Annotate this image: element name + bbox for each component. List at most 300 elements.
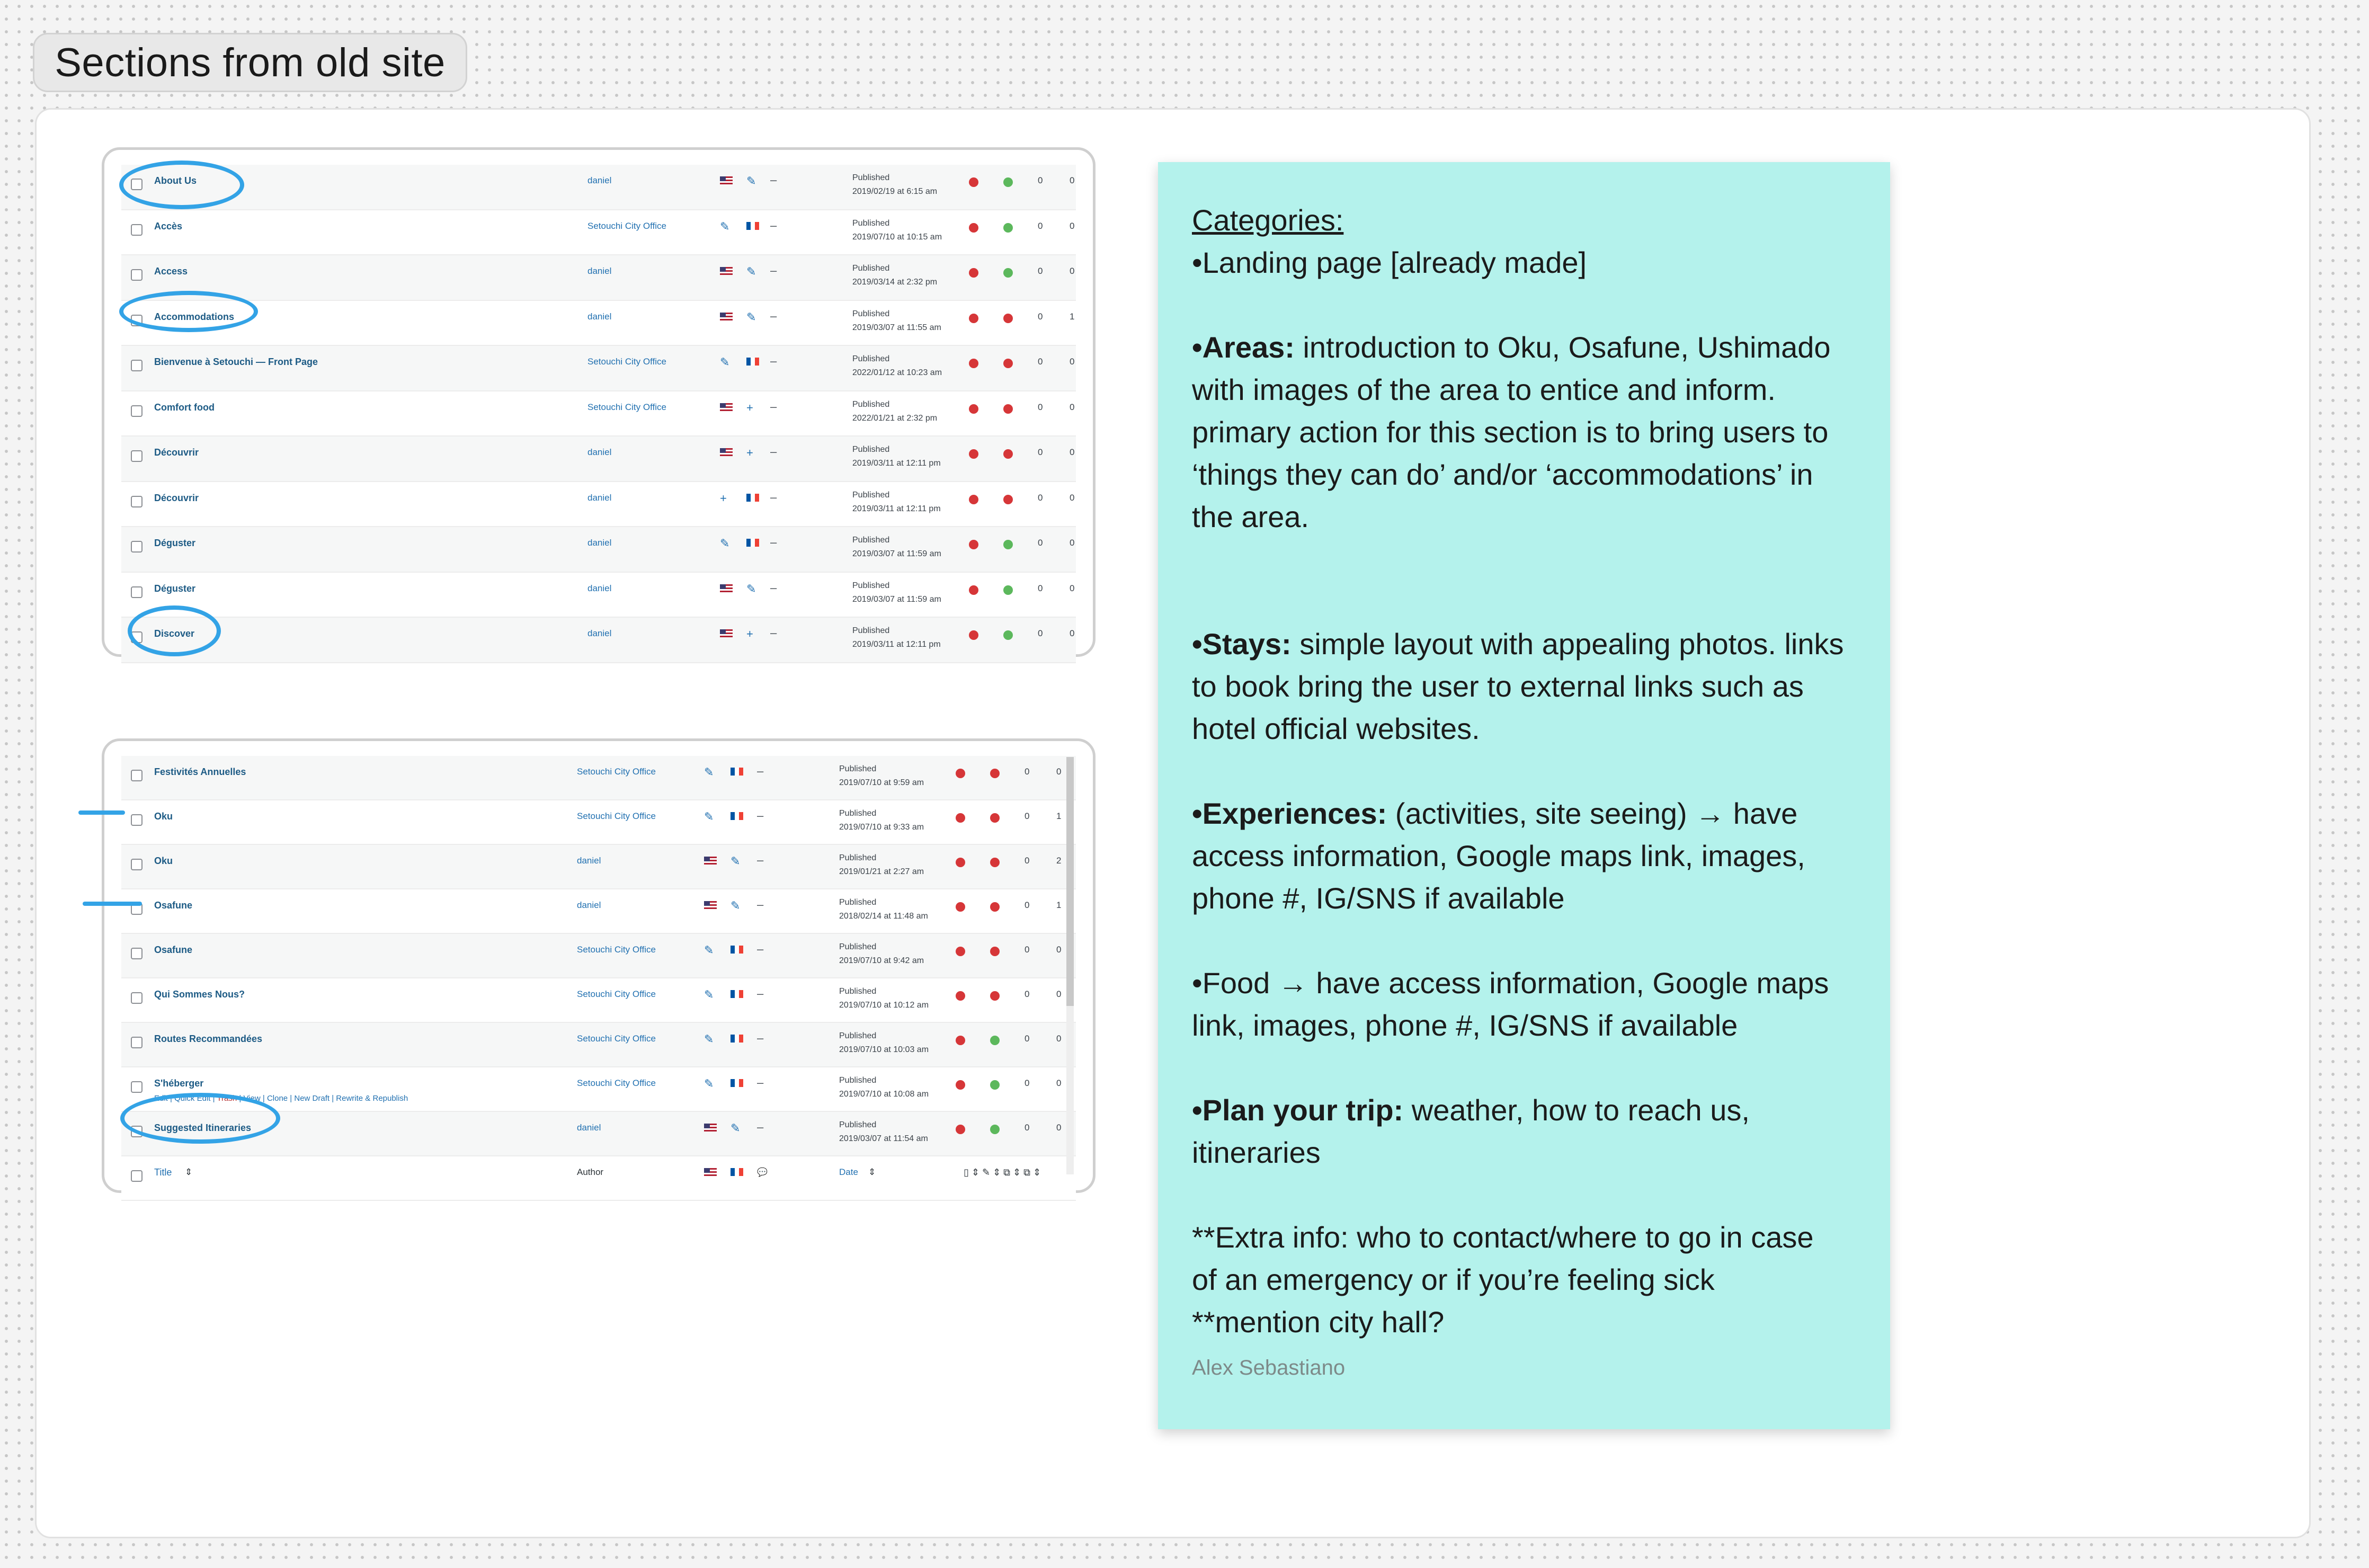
page-title-link[interactable]: Routes Recommandées [154,1034,263,1044]
count-value: 0 [1025,811,1030,821]
pencil-icon[interactable]: ✎ [720,537,730,550]
pencil-icon[interactable]: ✎ [731,899,741,912]
flag-us-icon[interactable] [720,584,733,592]
page-title-link[interactable]: Oku [154,811,173,822]
status-label: Published [839,853,877,862]
seo-status-red-icon [990,991,1000,1001]
publish-date: 2019/07/10 at 10:08 am [839,1090,929,1099]
row-checkbox[interactable] [131,405,143,417]
seo-status-red-icon [969,495,978,504]
author-link[interactable]: Setouchi City Office [577,1034,656,1044]
table-row [121,573,1076,618]
publish-date: 2019/03/11 at 12:11 pm [852,504,941,513]
seo-status-red-icon [956,1080,965,1090]
note-stays-label: •Stays: [1192,627,1292,661]
status-label: Published [839,764,877,773]
publish-date: 2019/07/10 at 9:42 am [839,956,924,965]
count-value: 0 [1038,402,1043,412]
table-row [121,165,1076,210]
seo-status-green-icon [1003,223,1013,233]
publish-date: 2019/07/10 at 9:59 am [839,778,924,787]
pencil-icon[interactable]: ✎ [731,1121,741,1135]
seo-status-red-icon [969,630,978,640]
seo-status-red-icon [990,769,1000,778]
note-experiences-line-1 [1192,792,1856,835]
pencil-icon[interactable]: ✎ [704,1032,714,1046]
table-row [121,978,1076,1023]
scrollbar-thumb[interactable] [1066,757,1074,1006]
dash-icon: – [757,853,764,867]
dash-icon: – [757,987,764,1000]
seo-status-red-icon [969,177,978,187]
row-checkbox[interactable] [131,814,143,826]
table-row [121,482,1076,528]
dash-icon: – [757,1120,764,1134]
table-row [121,210,1076,256]
row-checkbox[interactable] [131,450,143,462]
publish-status [852,307,941,335]
sort-by-title[interactable]: Title [154,1167,172,1178]
separator: | [329,1094,336,1103]
publish-status [852,352,942,380]
seo-status-green-icon [1003,585,1013,595]
dash-icon: – [770,264,777,277]
row-checkbox[interactable] [131,770,143,781]
seo-status-red-icon [969,223,978,233]
count-value: 2 [1056,856,1062,866]
page-title-link[interactable]: About Us [154,175,197,186]
note-plan-label: •Plan your trip: [1192,1093,1404,1127]
flag-fr-icon[interactable] [731,990,743,998]
publish-date: 2019/03/14 at 2:32 pm [852,278,938,287]
note-food-line-1: •Food → have access information, Google maps [1192,966,1829,1000]
row-checkbox[interactable] [131,496,143,507]
seo-status-green-icon [990,1036,1000,1045]
row-checkbox[interactable] [131,224,143,236]
count-value: 0 [1038,538,1043,548]
count-value: 0 [1070,628,1075,638]
page-title-link[interactable]: Accès [154,220,183,231]
author-link[interactable]: Setouchi City Office [577,811,656,821]
status-label: Published [839,809,877,818]
pencil-icon[interactable]: ✎ [746,310,756,324]
count-value: 1 [1056,811,1062,821]
status-label: Published [852,218,890,228]
flag-fr-icon[interactable] [731,1079,743,1087]
pencil-icon[interactable]: ✎ [746,582,756,595]
count-value: 0 [1038,311,1043,322]
sticky-note[interactable] [1158,162,1890,1429]
note-stays-line-3: hotel official websites. [1192,712,1480,745]
table-row [121,934,1076,978]
count-value: 1 [1070,311,1075,322]
table-row [121,800,1076,845]
note-stays-line-1 [1192,623,1856,665]
count-value: 0 [1025,1078,1030,1088]
view-link[interactable]: View [243,1094,261,1103]
author-link[interactable]: daniel [587,266,612,276]
note-text: (activities, site seeing) → have [1387,797,1798,830]
edit-link[interactable]: Edit [154,1094,168,1103]
seo-status-red-icon [990,813,1000,823]
flag-fr-icon[interactable] [731,946,743,954]
separator: | [167,1094,175,1103]
count-value: 0 [1038,492,1043,503]
author-link[interactable]: daniel [577,856,601,866]
flag-fr-icon[interactable] [746,222,759,230]
pages-list-table [121,165,1076,649]
publish-date: 2019/07/10 at 10:03 am [839,1045,929,1054]
flag-fr-icon[interactable] [746,539,759,547]
seo-status-red-icon [956,991,965,1001]
row-checkbox[interactable] [131,1081,143,1093]
flag-us-icon[interactable] [720,448,733,456]
publish-status [839,762,924,790]
flag-us-icon[interactable] [720,403,733,411]
flag-us-icon[interactable] [704,901,717,909]
old-site-pages-screenshot-1[interactable] [102,147,1096,657]
seo-status-red-icon [990,902,1000,912]
dash-icon: – [770,399,777,413]
sort-by-date[interactable]: Date [839,1167,858,1177]
rewrite-republish-link[interactable]: Rewrite & Republish [336,1094,408,1103]
count-value: 0 [1025,900,1030,910]
status-label: Published [852,173,890,182]
row-checkbox[interactable] [131,992,143,1004]
page-title-link[interactable]: Osafune [154,900,193,911]
scrollbar[interactable] [1066,757,1074,1174]
row-checkbox[interactable] [131,269,143,281]
note-experiences-line-2: access information, Google maps link, images, [1192,839,1805,872]
status-label: Published [852,626,890,635]
note-food-line-2: link, images, phone #, IG/SNS if available [1192,1009,1738,1042]
note-plan-line-2: itineraries [1192,1136,1321,1169]
note-text: simple layout with appealing photos. links [1291,627,1844,661]
page-title-link[interactable]: Découvrir [154,447,199,458]
dash-icon: – [757,809,764,822]
separator: | [260,1094,267,1103]
note-areas-line-3: primary action for this section is to bring users to [1192,415,1829,449]
dash-icon: – [757,942,764,956]
publish-date: 2019/03/07 at 11:59 am [852,549,941,558]
dash-icon: – [770,626,777,639]
status-label: Published [852,536,890,545]
count-value: 0 [1038,357,1043,367]
publish-date: 2022/01/21 at 2:32 pm [852,413,938,423]
separator: | [288,1094,295,1103]
dash-icon: – [770,218,777,232]
flag-fr-icon[interactable] [731,1168,743,1176]
count-value: 0 [1070,492,1075,503]
annotation-mark-osafune [83,902,142,906]
note-experiences-label: •Experiences: [1192,797,1387,830]
dash-icon: – [757,1031,764,1045]
count-value: 0 [1056,767,1062,777]
annotation-mark-oku [78,810,125,815]
note-author: Alex Sebastiano [1192,1356,1346,1379]
count-value: 0 [1070,538,1075,548]
dash-icon: – [770,490,777,504]
note-areas-line-4: ‘things they can do’ and/or ‘accommodations’ in [1192,458,1813,491]
author-link[interactable]: daniel [587,311,612,322]
table-row [121,845,1076,889]
dash-icon: – [770,536,777,549]
dash-icon: – [770,445,777,458]
count-value: 0 [1025,1122,1030,1133]
flag-fr-icon[interactable] [746,494,759,502]
seo-status-green-icon [990,1080,1000,1090]
publish-status [852,171,937,199]
table-row [121,1023,1076,1067]
select-all-checkbox[interactable] [131,1170,143,1182]
pencil-icon[interactable]: ✎ [746,174,756,188]
pencil-icon[interactable]: ✎ [704,988,714,1001]
flag-fr-icon[interactable] [731,812,743,820]
publish-date: 2019/03/07 at 11:54 am [839,1134,928,1143]
annotation-circle-suggested-itineraries [120,1093,280,1144]
publish-date: 2019/03/07 at 11:55 am [852,323,941,332]
pencil-icon[interactable]: ✎ [704,765,714,779]
sort-arrows-icon[interactable]: ⇕ [868,1167,876,1177]
author-column-header: Author [577,1167,604,1177]
seo-status-red-icon [1003,404,1013,414]
pencil-icon[interactable]: ✎ [720,355,730,369]
publish-status [839,851,924,879]
seo-status-green-icon [990,1125,1000,1134]
seo-status-red-icon [969,449,978,459]
pencil-icon[interactable]: ✎ [746,265,756,278]
author-link[interactable]: Setouchi City Office [577,989,656,999]
count-value: 0 [1070,220,1075,231]
seo-status-red-icon [956,769,965,778]
author-link[interactable]: Setouchi City Office [577,945,656,955]
annotation-circle-discover [128,605,221,656]
note-experiences-line-3: phone #, IG/SNS if available [1192,881,1565,915]
dash-icon: – [757,1076,764,1089]
page-title-link[interactable]: Déguster [154,538,196,548]
author-link[interactable]: Setouchi City Office [577,767,656,777]
author-link[interactable]: Setouchi City Office [587,402,666,412]
count-value: 0 [1070,266,1075,276]
flag-us-icon[interactable] [720,176,733,184]
trash-link[interactable]: Trash [217,1094,237,1103]
count-value: 0 [1056,989,1062,999]
status-label: Published [839,942,877,951]
seo-status-green-icon [1003,177,1013,187]
section-label[interactable]: Sections from old site [33,33,467,92]
count-value: 0 [1038,266,1043,276]
plus-icon[interactable]: + [720,491,727,505]
page-title-link[interactable]: Festivités Annuelles [154,767,246,777]
plus-icon[interactable]: + [746,400,753,414]
publish-status [852,262,937,289]
status-label: Published [839,898,877,907]
status-label: Published [852,581,890,590]
count-value: 0 [1038,583,1043,593]
seo-status-red-icon [969,359,978,368]
table-row [121,889,1076,934]
count-value: 1 [1056,900,1062,910]
status-label: Published [839,1031,877,1040]
count-value: 0 [1056,945,1062,955]
publish-status [839,985,929,1012]
pencil-icon[interactable]: ✎ [704,1077,714,1090]
publish-status [852,579,941,607]
table-row [121,618,1076,663]
row-checkbox[interactable] [131,586,143,598]
author-link[interactable]: Setouchi City Office [587,357,666,367]
seo-status-red-icon [990,947,1000,956]
author-link[interactable]: daniel [587,447,612,457]
plus-icon[interactable]: + [746,627,753,640]
separator: | [210,1094,217,1103]
flag-us-icon[interactable] [704,857,717,865]
seo-status-red-icon [969,540,978,549]
status-label: Published [852,399,890,409]
table-footer-row [121,1156,1076,1201]
note-stays-line-2: to book bring the user to external links such as [1192,670,1804,703]
page-title-link[interactable]: Déguster [154,583,196,594]
seo-status-red-icon [956,858,965,867]
table-row [121,255,1076,301]
note-areas-line-1 [1192,326,1856,369]
author-link[interactable]: daniel [587,628,612,638]
publish-date: 2019/07/10 at 10:15 am [852,232,942,242]
note-plan-line-1 [1192,1089,1856,1132]
page-title-link[interactable]: Accommodations [154,311,235,322]
flag-fr-icon[interactable] [731,768,743,776]
count-value: 0 [1070,583,1075,593]
page-title-link[interactable]: Oku [154,856,173,866]
page-title-link[interactable]: Comfort food [154,402,215,413]
count-value: 0 [1056,1034,1062,1044]
flag-fr-icon[interactable] [731,1035,743,1043]
flag-us-icon[interactable] [720,313,733,320]
count-value: 0 [1025,945,1030,955]
author-link[interactable]: daniel [577,900,601,910]
page-title-link[interactable]: Bienvenue à Setouchi — Front Page [154,357,318,367]
page-title-link[interactable]: Qui Sommes Nous? [154,989,245,1000]
seo-status-red-icon [956,902,965,912]
seo-status-red-icon [1003,359,1013,368]
table-row [121,301,1076,346]
page-title-link[interactable]: Découvrir [154,492,199,503]
row-checkbox[interactable] [131,1037,143,1048]
quick-edit-link[interactable]: Quick Edit [174,1094,211,1103]
dash-icon: – [770,173,777,186]
note-heading: Categories: [1192,203,1344,237]
flag-us-icon[interactable] [720,267,733,275]
page-title-link[interactable]: S'héberger [154,1078,204,1089]
flag-us-icon[interactable] [704,1124,717,1132]
dash-icon: – [757,898,764,911]
comments-icon[interactable]: 💬 [757,1168,768,1177]
clone-link[interactable]: Clone [266,1094,288,1103]
row-checkbox[interactable] [131,541,143,553]
sort-arrows-icon[interactable]: ⇕ [185,1167,193,1177]
author-link[interactable]: daniel [577,1122,601,1133]
pencil-icon[interactable]: ✎ [704,943,714,957]
pencil-icon[interactable]: ✎ [704,810,714,823]
old-site-pages-screenshot-2[interactable] [102,738,1096,1193]
page-title-link[interactable]: Suggested Itineraries [154,1122,252,1133]
status-label: Published [852,354,890,363]
count-value: 0 [1056,1078,1062,1088]
flag-fr-icon[interactable] [746,358,759,366]
author-link[interactable]: daniel [587,538,612,548]
note-areas-line-2: with images of the area to entice and inform. [1192,373,1776,406]
publish-status [852,398,937,425]
author-link[interactable]: daniel [587,583,612,593]
dash-icon: – [757,764,764,778]
publish-status [839,896,928,923]
page-title-link[interactable]: Discover [154,628,195,639]
dash-icon: – [770,581,777,594]
status-label: Published [852,490,890,500]
author-link[interactable]: daniel [587,175,612,185]
page-title-link[interactable]: Access [154,266,188,277]
seo-status-green-icon [1003,540,1013,549]
page-title-link[interactable]: Osafune [154,945,193,955]
status-label: Published [839,1076,877,1085]
status-label: Published [839,1120,877,1129]
pencil-icon[interactable]: ✎ [720,219,730,233]
publish-date: 2019/03/07 at 11:59 am [852,594,941,604]
author-link[interactable]: Setouchi City Office [587,220,666,231]
count-value: 0 [1025,767,1030,777]
dash-icon: – [770,354,777,368]
separator: | [237,1094,244,1103]
author-link[interactable]: Setouchi City Office [577,1078,656,1088]
count-value: 0 [1038,175,1043,185]
table-row [121,391,1076,437]
publish-status [839,1118,928,1146]
publish-date: 2019/02/19 at 6:15 am [852,187,938,196]
row-checkbox[interactable] [131,360,143,371]
note-areas-line-5: the area. [1192,500,1310,533]
row-checkbox[interactable] [131,859,143,870]
publish-status [852,488,941,516]
status-label: Published [852,445,890,454]
table-row [121,527,1076,573]
status-label: Published [839,987,877,996]
seo-status-red-icon [990,858,1000,867]
note-extra-line-1: **Extra info: who to contact/where to go in case [1192,1220,1814,1254]
publish-status [839,1029,929,1057]
new-draft-link[interactable]: New Draft [294,1094,330,1103]
status-label: Published [852,264,890,273]
flag-us-icon[interactable] [704,1168,717,1176]
seo-status-red-icon [956,947,965,956]
table-row [121,346,1076,391]
note-extra-line-3: **mention city hall? [1192,1305,1445,1339]
seo-columns-icons[interactable]: ▯ ⇕ ✎ ⇕ ⧉ ⇕ ⧉ ⇕ [964,1167,1041,1178]
count-value: 0 [1056,1122,1062,1133]
flag-us-icon[interactable] [720,629,733,637]
dash-icon: – [770,309,777,323]
publish-status [839,940,924,968]
seo-status-red-icon [956,813,965,823]
count-value: 0 [1070,175,1075,185]
note-landing: •Landing page [already made] [1192,246,1587,279]
pencil-icon[interactable]: ✎ [731,854,741,868]
publish-status [852,217,942,244]
count-value: 0 [1025,1034,1030,1044]
publish-status [852,443,941,470]
author-link[interactable]: daniel [587,492,612,503]
plus-icon[interactable]: + [746,446,753,459]
row-checkbox[interactable] [131,948,143,959]
